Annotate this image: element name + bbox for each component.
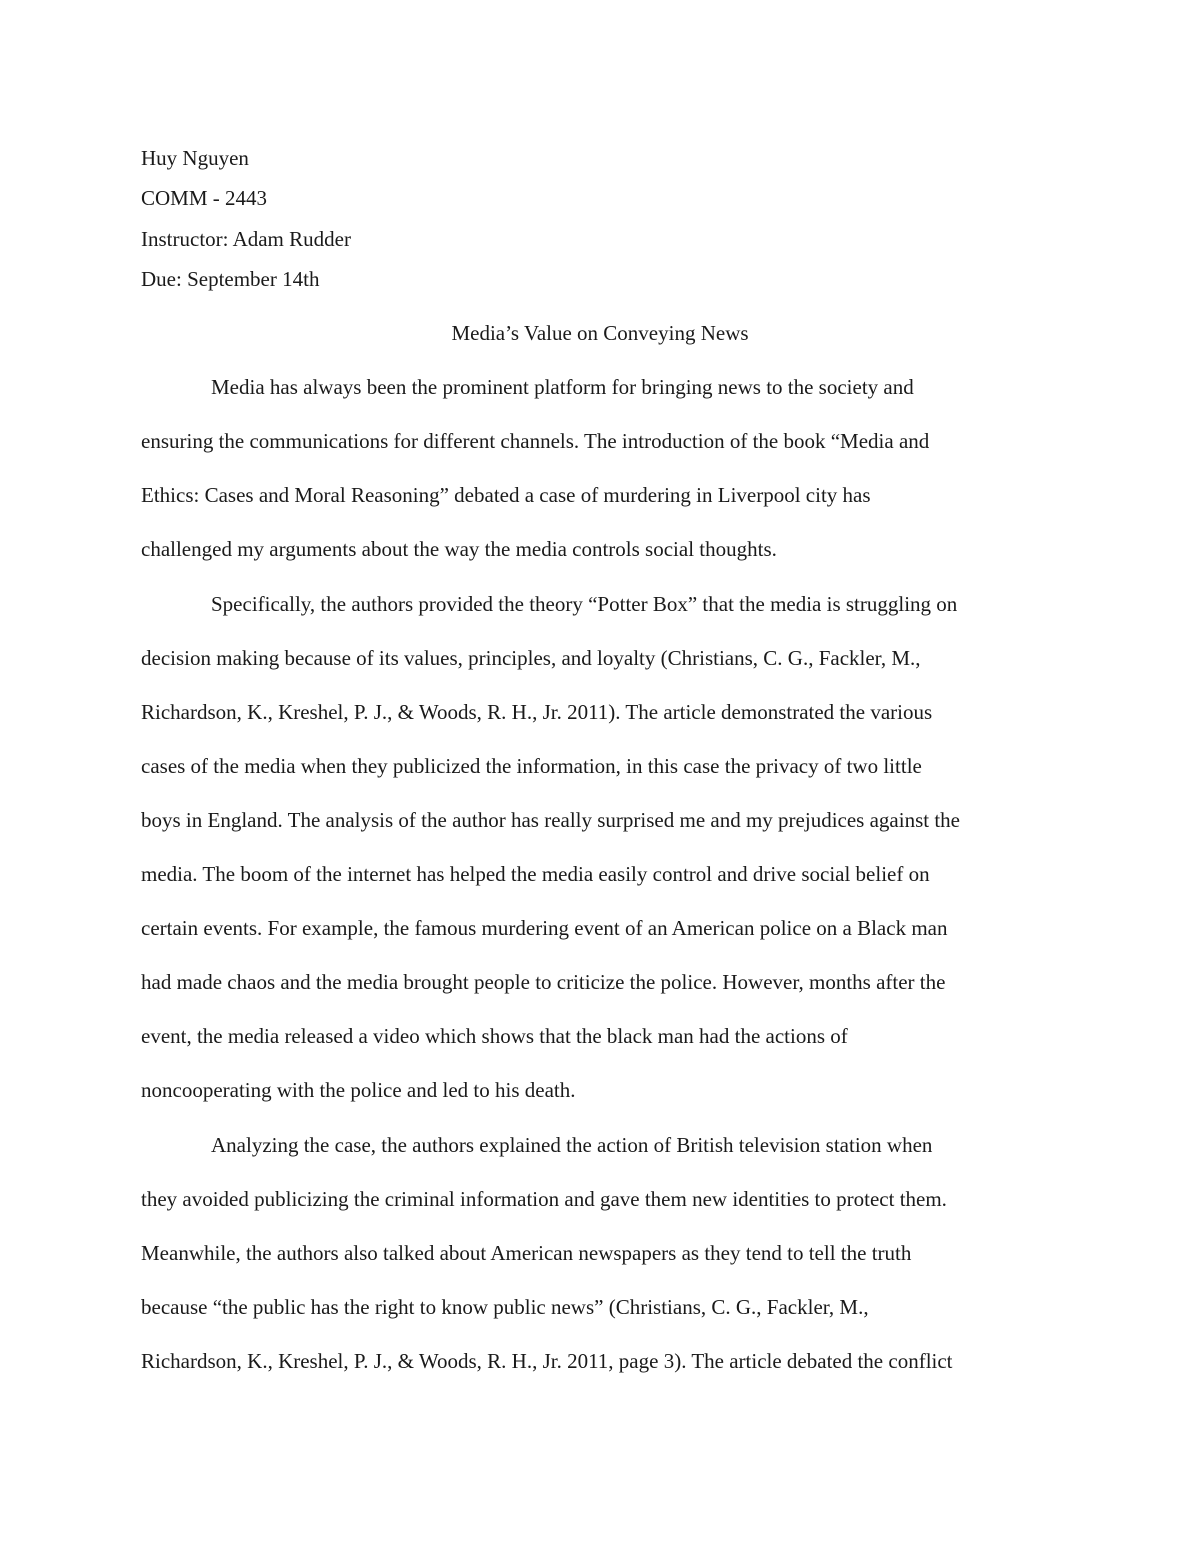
body-line: cases of the media when they publicized the information, in this case the privacy of two little xyxy=(141,754,922,778)
body-line: they avoided publicizing the criminal information and gave them new identities to protect them. xyxy=(141,1187,947,1211)
body-line: certain events. For example, the famous murdering event of an American police on a Black man xyxy=(141,916,948,940)
body-line: Analyzing the case, the authors explained the action of British television station when xyxy=(211,1133,933,1157)
body-line: Specifically, the authors provided the theory “Potter Box” that the media is struggling on xyxy=(211,592,958,616)
body-line: media. The boom of the internet has helped the media easily control and drive social belief on xyxy=(141,862,930,886)
body-line: Richardson, K., Kreshel, P. J., & Woods, R. H., Jr. 2011). The article demonstrated the various xyxy=(141,700,933,724)
due-date-line: Due: September 14th xyxy=(141,267,320,291)
body-line: boys in England. The analysis of the author has really surprised me and my prejudices against the xyxy=(141,808,960,832)
body-line: decision making because of its values, principles, and loyalty (Christians, C. G., Fackler, M., xyxy=(141,646,921,670)
body-line: Richardson, K., Kreshel, P. J., & Woods, R. H., Jr. 2011, page 3). The article debated the conflict xyxy=(141,1349,953,1373)
body-line: had made chaos and the media brought people to criticize the police. However, months after the xyxy=(141,970,946,994)
body-line: Ethics: Cases and Moral Reasoning” debated a case of murdering in Liverpool city has xyxy=(141,483,871,507)
essay-title: Media’s Value on Conveying News xyxy=(451,321,749,345)
body-line: because “the public has the right to know public news” (Christians, C. G., Fackler, M., xyxy=(141,1295,869,1319)
body-line: challenged my arguments about the way the media controls social thoughts. xyxy=(141,537,777,561)
body-line: noncooperating with the police and led to his death. xyxy=(141,1078,576,1102)
body-line: event, the media released a video which shows that the black man had the actions of xyxy=(141,1024,848,1048)
body-line: Media has always been the prominent platform for bringing news to the society and xyxy=(211,375,914,399)
instructor-line: Instructor: Adam Rudder xyxy=(141,227,351,251)
course-code: COMM - 2443 xyxy=(141,186,268,210)
body-line: ensuring the communications for different channels. The introduction of the book “Media and xyxy=(141,429,930,453)
author-name: Huy Nguyen xyxy=(141,146,249,170)
body-line: Meanwhile, the authors also talked about American newspapers as they tend to tell the truth xyxy=(141,1241,912,1265)
